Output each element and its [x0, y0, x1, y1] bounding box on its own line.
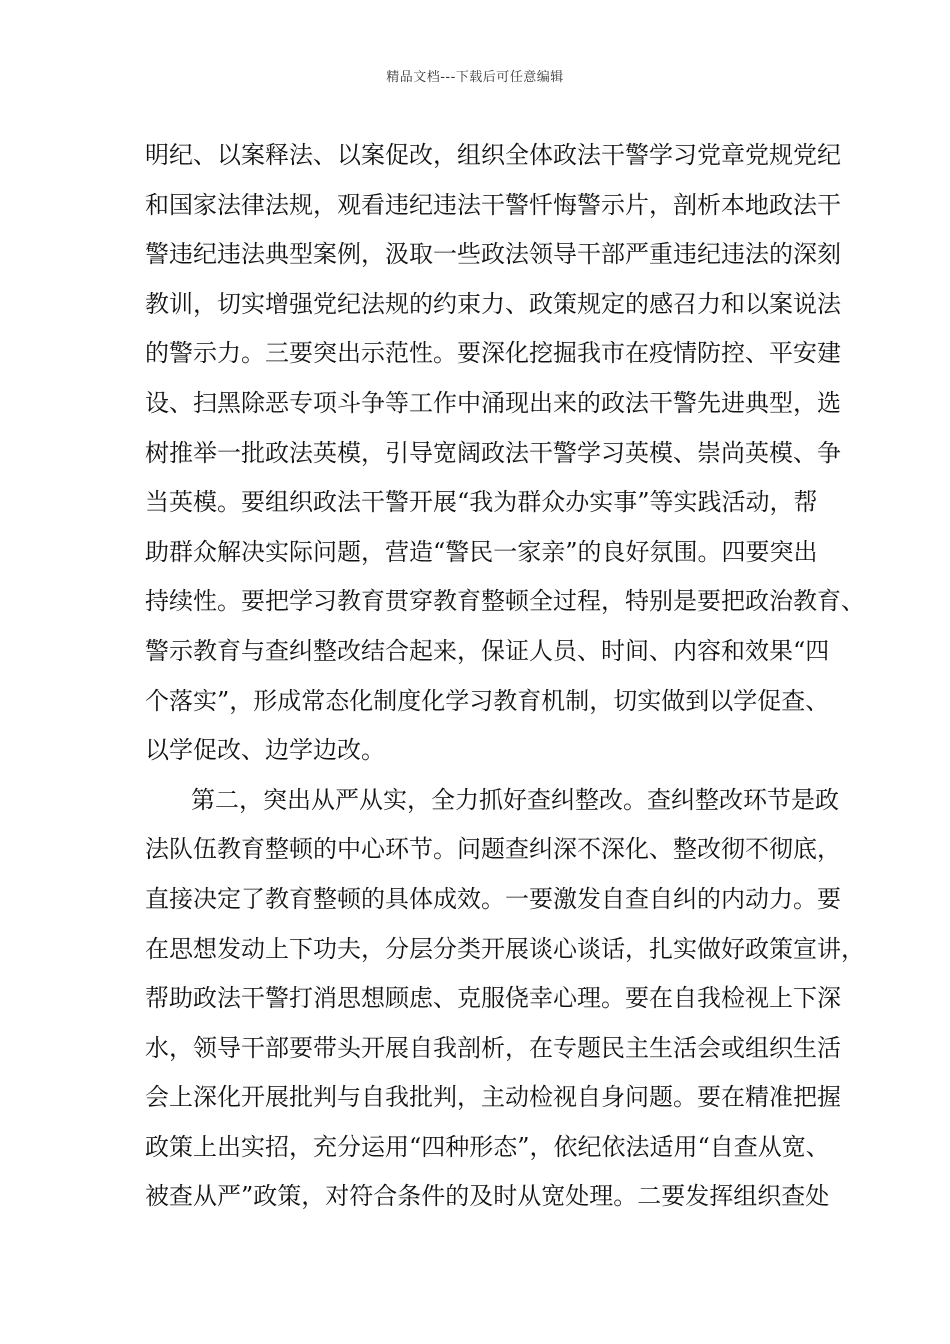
text-line: 警示教育与查纠整改结合起来，保证人员、时间、内容和效果“四	[145, 636, 830, 665]
text-line: 法队伍教育整顿的中心环节。问题查纠深不深化、整改彻不彻底，	[145, 835, 841, 864]
paragraph-1	[145, 131, 865, 776]
text-line: 帮助政法干警打消思想顾虑、克服侥幸心理。要在自我检视上下深	[145, 984, 841, 1013]
text-line: 会上深化开展批判与自我批判，主动检视自身问题。要在精准把握	[145, 1083, 841, 1112]
text-line: 持续性。要把学习教育贯穿教育整顿全过程，特别是要把政治教育、	[145, 587, 865, 616]
text-line: 设、扫黑除恶专项斗争等工作中涌现出来的政法干警先进典型，选	[145, 388, 841, 417]
text-line: 被查从严”政策，对符合条件的及时从宽处理。二要发挥组织查处	[145, 1182, 830, 1211]
text-line: 树推举一批政法英模，引导宽阔政法干警学习英模、崇尚英模、争	[145, 438, 841, 467]
text-line: 教训，切实增强党纪法规的约束力、政策规定的感召力和以案说法	[145, 289, 841, 318]
page-header: 精品文档---下载后可任意编辑	[386, 70, 564, 85]
text-line: 第二，突出从严从实，全力抓好查纠整改。查纠整改环节是政	[191, 785, 839, 814]
paragraph-2	[145, 776, 865, 1222]
text-line: 警违纪违法典型案例，汲取一些政法领导干部严重违纪违法的深刻	[145, 240, 841, 269]
text-line: 个落实”，形成常态化制度化学习教育机制，切实做到以学促查、	[145, 686, 830, 715]
document-body	[145, 131, 865, 1222]
text-line: 的警示力。三要突出示范性。要深化挖掘我市在疫情防控、平安建	[145, 339, 841, 368]
text-line: 明纪、以案释法、以案促改，组织全体政法干警学习党章党规党纪	[145, 141, 841, 169]
text-line: 直接决定了教育整顿的具体成效。一要激发自查自纠的内动力。要	[145, 884, 841, 913]
text-line: 和国家法律法规，观看违纪违法干警忏悔警示片，剖析本地政法干	[145, 190, 841, 219]
text-line: 水，领导干部要带头开展自我剖析，在专题民主生活会或组织生活	[145, 1033, 841, 1062]
text-line: 助群众解决实际问题，营造“警民一家亲”的良好氛围。四要突出	[145, 537, 818, 566]
text-line: 以学促改、边学边改。	[145, 736, 385, 765]
text-line: 在思想发动上下功夫，分层分类开展谈心谈话，扎实做好政策宣讲，	[145, 934, 865, 963]
text-line: 当英模。要组织政法干警开展“我为群众办实事”等实践活动，帮	[145, 488, 818, 517]
text-line: 政策上出实招，充分运用“四种形态”，依纪依法适用“自查从宽、	[145, 1132, 830, 1161]
